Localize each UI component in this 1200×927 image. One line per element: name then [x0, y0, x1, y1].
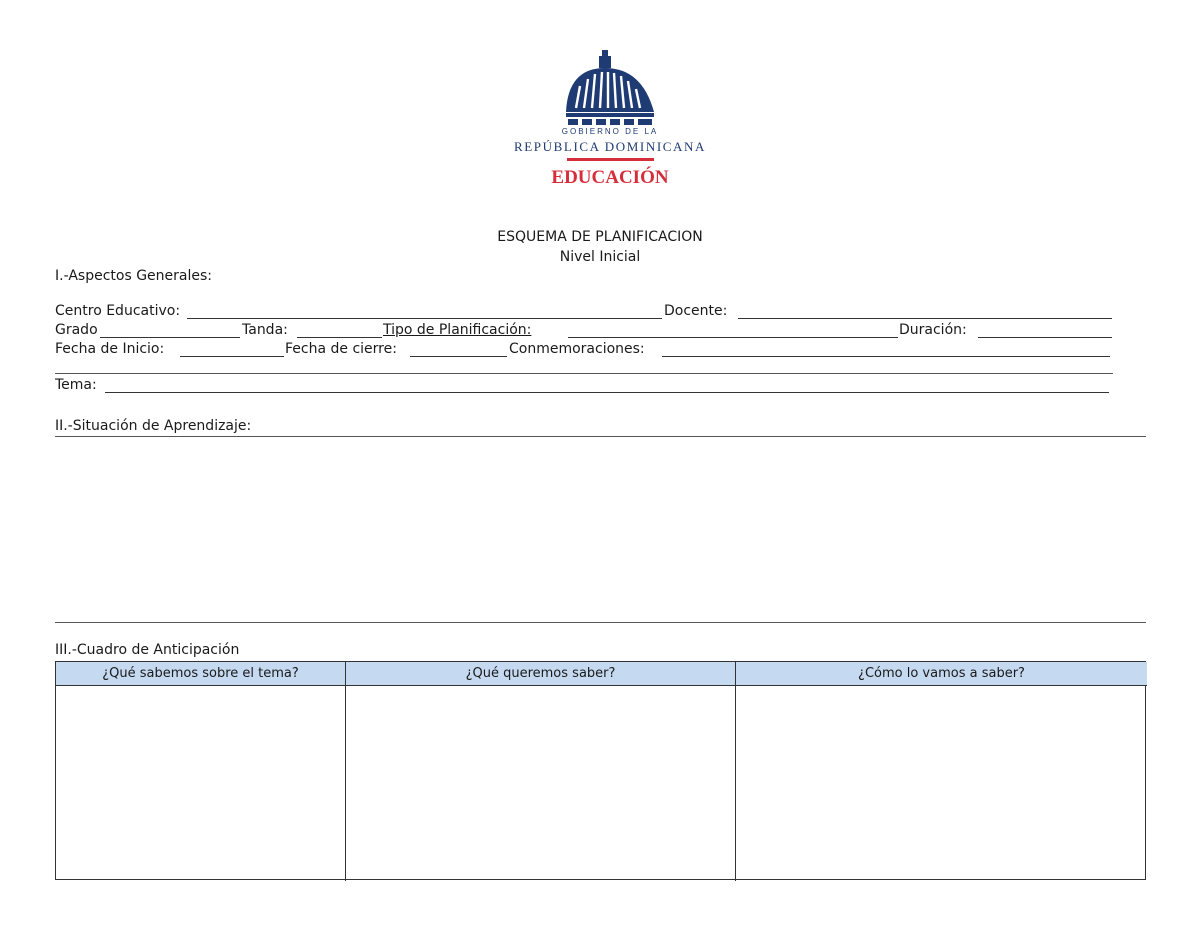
tanda-label: Tanda:: [242, 322, 288, 338]
table-cell-que-queremos[interactable]: [346, 686, 736, 881]
fecha-inicio-label: Fecha de Inicio:: [55, 341, 165, 357]
table-header-cell: ¿Qué sabemos sobre el tema?: [56, 662, 346, 686]
tipo-planificacion-field[interactable]: [568, 337, 898, 338]
logo-gobierno-text: GOBIERNO DE LA: [561, 127, 659, 136]
logo-red-bar: [567, 158, 654, 161]
duracion-field[interactable]: [978, 337, 1112, 338]
table-cell-que-sabemos[interactable]: [56, 686, 346, 881]
section2-bottom-rule: [55, 622, 1146, 623]
tema-field[interactable]: [105, 392, 1109, 393]
centro-educativo-label: Centro Educativo:: [55, 303, 181, 319]
centro-educativo-field[interactable]: [187, 318, 662, 319]
section3-heading: III.-Cuadro de Anticipación: [55, 642, 240, 658]
docente-field[interactable]: [738, 318, 1112, 319]
fecha-cierre-field[interactable]: [410, 356, 507, 357]
duracion-label: Duración:: [899, 322, 967, 338]
tanda-field[interactable]: [297, 337, 382, 338]
blank-line: [55, 373, 1113, 374]
tipo-planificacion-label: Tipo de Planificación:: [383, 322, 532, 338]
document-title: ESQUEMA DE PLANIFICACION: [497, 229, 703, 245]
fecha-inicio-field[interactable]: [180, 356, 284, 357]
section2-heading: II.-Situación de Aprendizaje:: [55, 418, 252, 434]
section1-heading: I.-Aspectos Generales:: [55, 268, 212, 284]
conmemoraciones-field[interactable]: [662, 356, 1110, 357]
conmemoraciones-label: Conmemoraciones:: [509, 341, 645, 357]
table-cell-como-saber[interactable]: [736, 686, 1147, 881]
table-header-cell: ¿Qué queremos saber?: [346, 662, 736, 686]
situacion-aprendizaje-area[interactable]: [55, 438, 1146, 621]
anticipation-table: [55, 661, 1146, 880]
docente-label: Docente:: [664, 303, 728, 319]
fecha-cierre-label: Fecha de cierre:: [285, 341, 397, 357]
grado-field[interactable]: [100, 337, 240, 338]
logo-republica-text: REPÚBLICA DOMINICANA: [514, 139, 706, 154]
section2-top-rule: [55, 436, 1146, 437]
tema-label: Tema:: [55, 377, 97, 393]
table-header-cell: ¿Cómo lo vamos a saber?: [736, 662, 1147, 686]
grado-label: Grado: [55, 322, 98, 338]
logo-educacion-text: EDUCACIÓN: [551, 167, 669, 188]
document-subtitle: Nivel Inicial: [559, 249, 641, 265]
